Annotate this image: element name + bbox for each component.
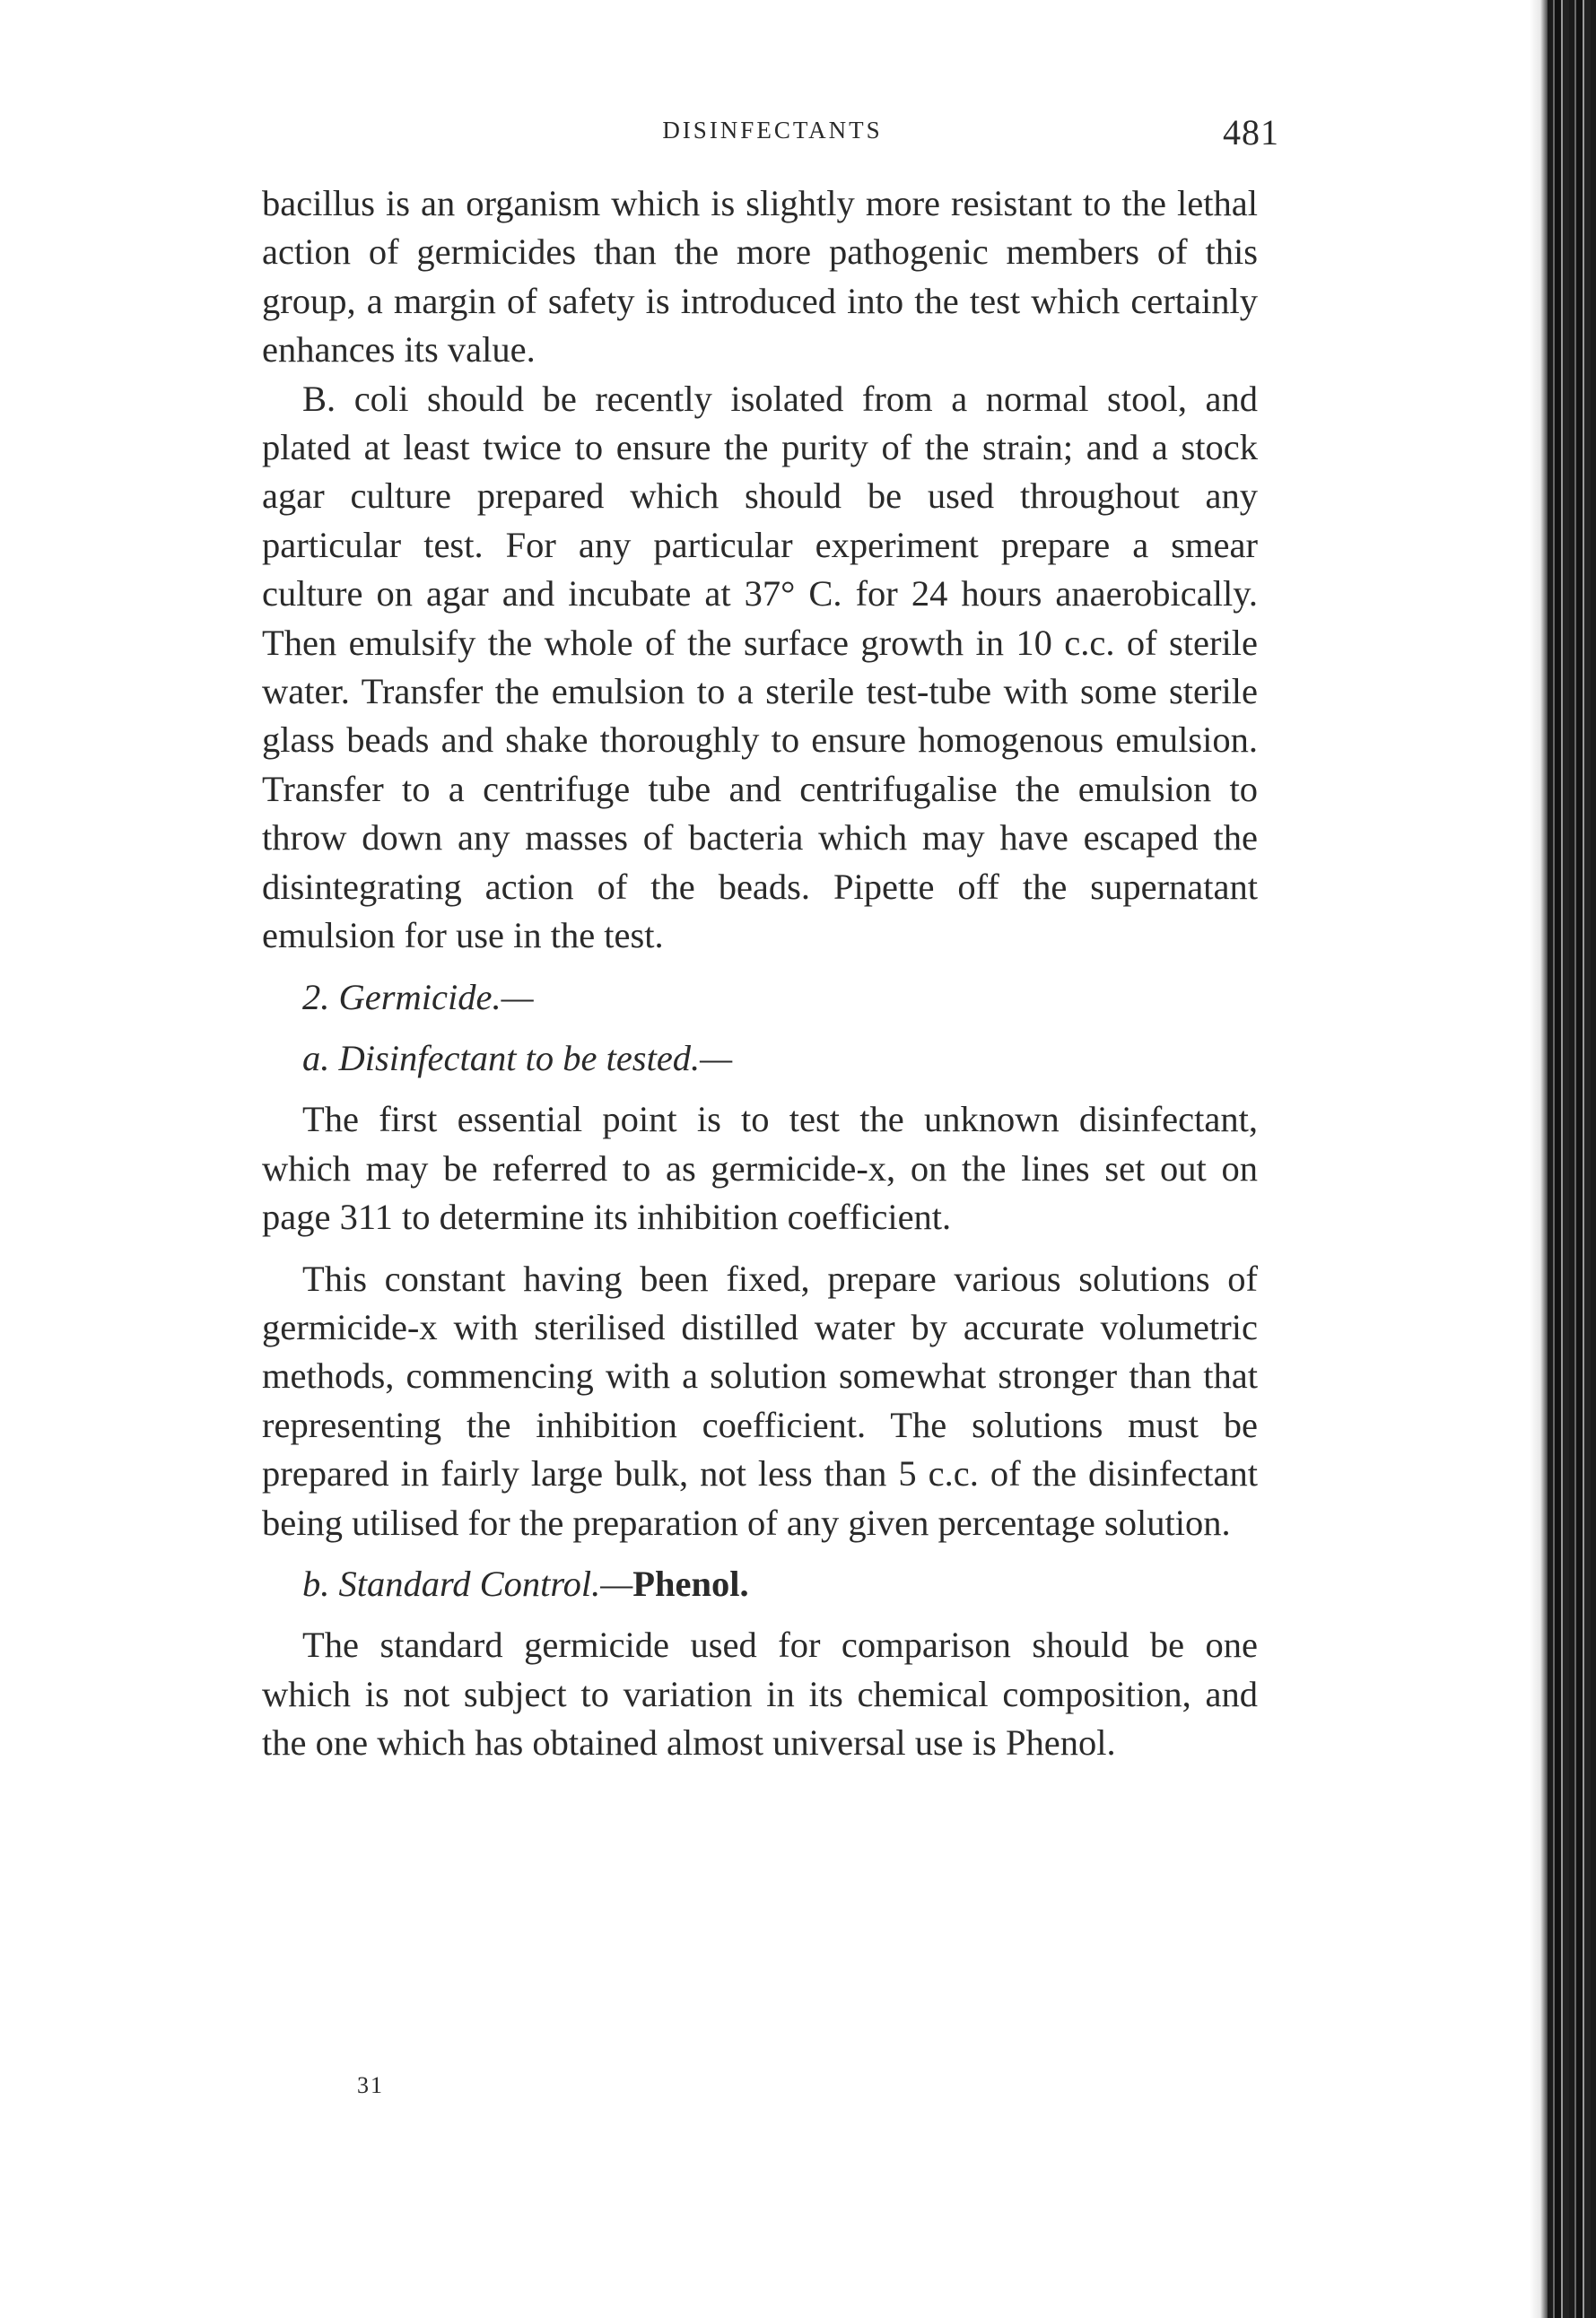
paragraph: bacillus is an organism which is slightly more resistant to the lethal action of germicides than the more pathogenic members of this group, a margin of safety is introduced into the test which certainly enhances its value. bbox=[262, 183, 1258, 370]
paragraph: The first essential point is to test the unknown disinfectant, which may be referred to as germicide-x, on the lines set out on page 311 to determine its inhibition coefficient. bbox=[262, 1099, 1258, 1238]
book-binding-edge bbox=[1548, 0, 1596, 2318]
paragraph: The standard germicide used for comparison should be one which is not subject to variation in its chemical composition, and the one which has obtained almost universal use is Phenol. bbox=[262, 1625, 1258, 1764]
subsection-heading-label: b. Standard Control.— bbox=[302, 1563, 633, 1604]
page-number: 481 bbox=[1223, 112, 1279, 152]
signature-mark: 31 bbox=[357, 2072, 384, 2098]
page-header bbox=[266, 111, 1279, 165]
paragraph: This constant having been fixed, prepare various solutions of germicide-x with sterilised distilled water by accurate volumetric methods, commencing with a solution somewhat stronger than that representing the inhibition coefficient. The solutions must be prepared in fairly large bulk, not less than 5 c.c. of the disinfectant being utilised for the preparation of any given percentage solution. bbox=[262, 1258, 1258, 1543]
subsection-heading-bold: Phenol. bbox=[632, 1563, 749, 1604]
section-heading-germicide: 2. Germicide.— bbox=[302, 976, 534, 1017]
page-gutter-shadow bbox=[1530, 0, 1548, 2318]
running-head: DISINFECTANTS bbox=[662, 117, 883, 144]
paragraph: B. coli should be recently isolated from a normal stool, and plated at least twice to ensure the purity of the strain; and a stock agar culture prepared which should be used throughout any particular test. For any particular experiment prepare a smear culture on agar and incubate at 37° C. for 24 hours anaerobically. Then emulsify the whole of the surface growth in 10 c.c. of sterile water. Transfer the emulsion to a sterile test-tube with some sterile glass beads and shake thoroughly to ensure homogenous emulsion. Transfer to a centrifuge tube and centrifugalise the emulsion to throw down any masses of bacteria which may have escaped the disintegrating action of the beads. Pipette off the supernatant emulsion for use in the test. bbox=[262, 378, 1258, 956]
subsection-heading-disinfectant: a. Disinfectant to be tested.— bbox=[302, 1037, 733, 1078]
subsection-heading-standard-control bbox=[262, 1560, 1258, 1608]
body-text bbox=[262, 179, 1258, 1768]
